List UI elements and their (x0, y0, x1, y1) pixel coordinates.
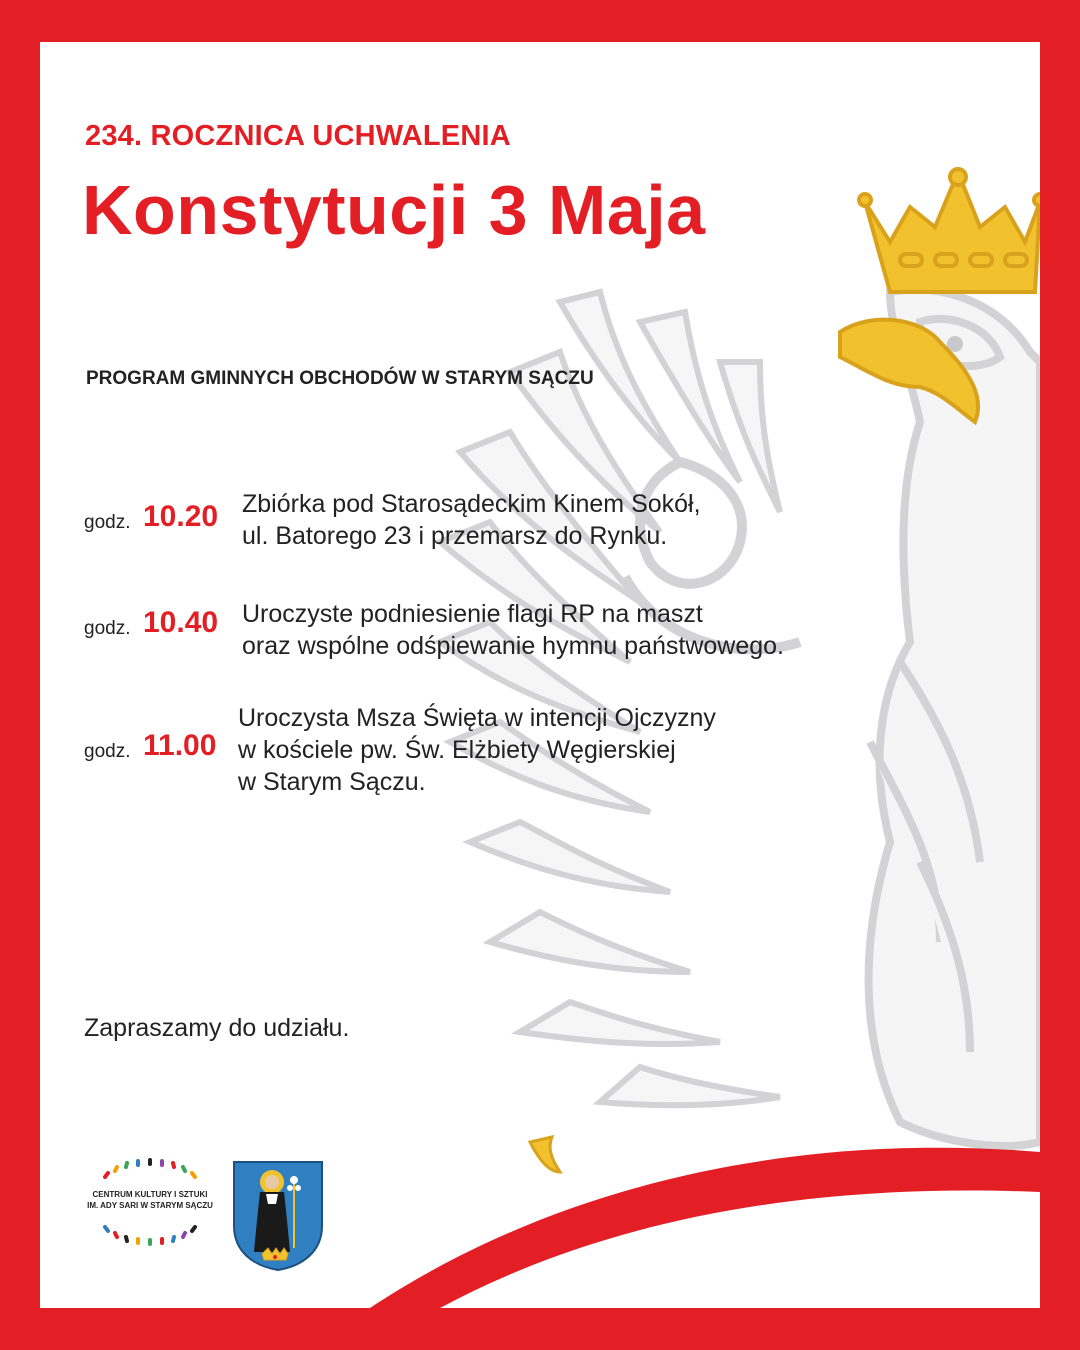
event-line: w kościele pw. Św. Elżbiety Węgierskiej (238, 736, 676, 764)
event-time-label: godz. (84, 741, 131, 762)
event-line: oraz wspólne odśpiewanie hymnu państwowego. (242, 632, 784, 660)
poster (40, 42, 1040, 1308)
event-time: 11.00 (143, 729, 217, 762)
culture-center-logo (80, 1152, 220, 1262)
culture-center-name-line1: CENTRUM KULTURY I SZTUKI (92, 1190, 208, 1199)
event-time: 10.20 (143, 500, 219, 533)
program-heading: PROGRAM GMINNYCH OBCHODÓW W STARYM SĄCZU (86, 368, 594, 389)
page-title: Konstytucji 3 Maja (82, 171, 706, 249)
event-description (238, 702, 716, 798)
coat-of-arms-icon (232, 1160, 324, 1272)
event-description (242, 598, 784, 662)
event-line: Uroczysta Msza Święta w intencji Ojczyzny (238, 704, 716, 732)
event-line: Uroczyste podniesienie flagi RP na maszt (242, 600, 703, 628)
invitation-text: Zapraszamy do udziału. (84, 1014, 350, 1042)
event-description (242, 488, 701, 552)
event-time: 10.40 (143, 606, 219, 639)
event-time-label: godz. (84, 618, 131, 639)
red-ribbon (370, 1148, 1040, 1308)
event-line: w Starym Sączu. (238, 768, 426, 796)
event-line: Zbiórka pod Starosądeckim Kinem Sokół, (242, 490, 701, 518)
culture-center-name-line2: IM. ADY SARI W STARYM SĄCZU (87, 1201, 213, 1210)
event-time-label: godz. (84, 512, 131, 533)
anniversary-subtitle: 234. ROCZNICA UCHWALENIA (85, 120, 511, 152)
event-line: ul. Batorego 23 i przemarsz do Rynku. (242, 522, 668, 550)
